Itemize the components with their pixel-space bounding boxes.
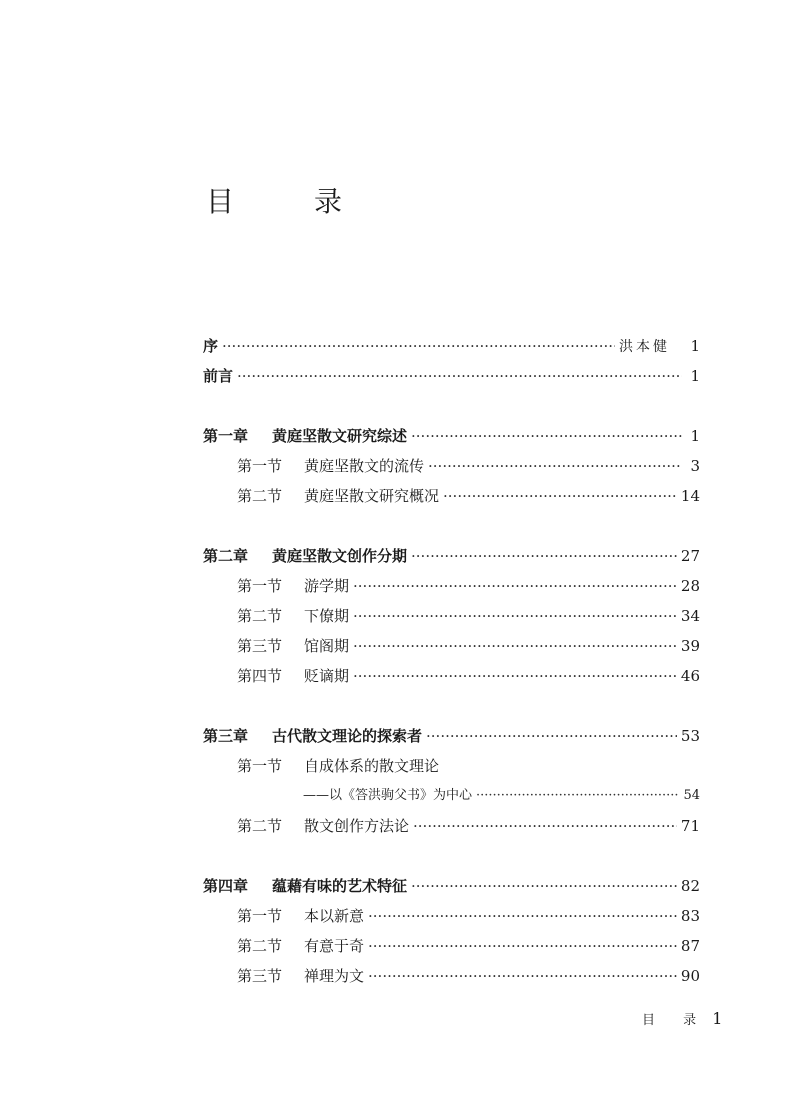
toc-entry-label: 黄庭坚散文的流传: [304, 457, 425, 475]
toc-entry-number: 第三章: [203, 727, 249, 745]
toc-page-number: 82: [680, 877, 700, 895]
toc-entry-number: 第一节: [237, 577, 283, 595]
dot-leader: [443, 481, 677, 511]
toc-entry-label: 黄庭坚散文研究综述: [272, 427, 408, 445]
toc-page-number: 3: [690, 457, 700, 475]
toc-page-number: 34: [680, 607, 700, 625]
toc-entry-label: 贬谪期: [304, 667, 350, 685]
toc-front-row[interactable]: [203, 331, 700, 361]
toc-entry-label: 馆阁期: [304, 637, 350, 655]
dot-leader: [476, 781, 679, 811]
toc-page-number: 87: [680, 937, 700, 955]
dot-leader: [222, 331, 615, 361]
toc-entry-title: [203, 421, 407, 451]
toc-entry-number: 第二节: [237, 937, 283, 955]
toc-entry-label: ——以《答洪驹父书》为中心: [303, 788, 473, 803]
toc-section-row[interactable]: [203, 481, 700, 511]
toc-entry-label: 前言: [203, 367, 234, 385]
toc-section-row[interactable]: [203, 451, 700, 481]
toc-page-number: 28: [680, 577, 700, 595]
toc-page-number: 53: [680, 727, 700, 745]
toc-section-row[interactable]: [203, 931, 700, 961]
toc-entry-title: [203, 871, 407, 901]
footer-title: 目 录: [642, 1013, 709, 1028]
toc-chapter-row[interactable]: [203, 871, 700, 901]
table-of-contents: [203, 331, 700, 991]
toc-entry-title: [237, 571, 349, 601]
dot-leader: [237, 361, 682, 391]
toc-section-row[interactable]: [203, 811, 700, 841]
footer-page-number: 1: [712, 1009, 723, 1028]
toc-entry-title: [237, 811, 409, 841]
toc-sub-row[interactable]: [203, 781, 700, 811]
dot-leader: [353, 601, 677, 631]
toc-entry-number: 第三节: [237, 637, 283, 655]
toc-entry-label: 黄庭坚散文研究概况: [304, 487, 440, 505]
toc-entry-title: [237, 601, 349, 631]
dot-leader: [428, 451, 682, 481]
toc-entry-number: 第一章: [203, 427, 249, 445]
toc-entry-number: 第二节: [237, 487, 283, 505]
toc-page-number: 1: [690, 427, 700, 445]
dot-leader: [411, 871, 677, 901]
toc-entry-label: 序: [203, 337, 219, 355]
toc-entry-title: [203, 361, 233, 391]
toc-page-number: 1: [690, 337, 700, 355]
toc-section-row[interactable]: [203, 661, 700, 691]
toc-entry-number: 第一节: [237, 907, 283, 925]
toc-entry-title: [237, 451, 424, 481]
toc-entry-title: [237, 901, 364, 931]
dot-leader: [368, 901, 677, 931]
toc-page-number: 39: [680, 637, 700, 655]
toc-entry-title: [237, 631, 349, 661]
toc-entry-title: [237, 481, 439, 511]
toc-entry-number: 第二节: [237, 817, 283, 835]
toc-entry-number: 第四节: [237, 667, 283, 685]
toc-entry-label: 自成体系的散文理论: [304, 757, 440, 775]
toc-section-row[interactable]: [203, 571, 700, 601]
toc-entry-label: 黄庭坚散文创作分期: [272, 547, 408, 565]
toc-page-number: 71: [680, 817, 700, 835]
dot-leader: [411, 421, 682, 451]
toc-spacer: [203, 391, 700, 421]
toc-entry-number: 第一节: [237, 457, 283, 475]
toc-entry-number: 第二章: [203, 547, 249, 565]
toc-entry-label: 游学期: [304, 577, 350, 595]
toc-spacer: [203, 691, 700, 721]
toc-front-row[interactable]: [203, 361, 700, 391]
toc-entry-label: 本以新意: [304, 907, 365, 925]
toc-chapter-row[interactable]: [203, 541, 700, 571]
toc-entry-title: [203, 721, 422, 751]
dot-leader: [411, 541, 677, 571]
dot-leader: [413, 811, 677, 841]
toc-entry-title: [203, 541, 407, 571]
dot-leader: [353, 571, 677, 601]
dot-leader: [353, 631, 677, 661]
toc-chapter-row[interactable]: [203, 721, 700, 751]
toc-page-number: 90: [680, 967, 700, 985]
toc-entry-number: 第二节: [237, 607, 283, 625]
toc-entry-label: 散文创作方法论: [304, 817, 410, 835]
page-footer: [642, 1009, 722, 1028]
toc-entry-number: 第三节: [237, 967, 283, 985]
toc-entry-label: 古代散文理论的探索者: [272, 727, 423, 745]
toc-page-number: 14: [680, 487, 700, 505]
toc-entry-author: 洪本健: [619, 339, 670, 355]
toc-section-row[interactable]: [203, 751, 700, 781]
toc-entry-title: [237, 661, 349, 691]
toc-page-number: 54: [683, 788, 700, 803]
page-title: 目 录: [206, 185, 369, 218]
toc-section-row[interactable]: [203, 901, 700, 931]
toc-entry-title: [237, 751, 439, 781]
dot-leader: [426, 721, 677, 751]
toc-spacer: [203, 511, 700, 541]
toc-entry-title: [237, 961, 364, 991]
toc-section-row[interactable]: [203, 961, 700, 991]
toc-entry-number: 第一节: [237, 757, 283, 775]
toc-entry-label: 蕴藉有味的艺术特征: [272, 877, 408, 895]
toc-page-number: 1: [690, 367, 700, 385]
toc-entry-number: 第四章: [203, 877, 249, 895]
toc-entry-title: [203, 331, 218, 361]
toc-entry-title: [237, 931, 364, 961]
toc-chapter-row[interactable]: [203, 421, 700, 451]
toc-page-number: 46: [680, 667, 700, 685]
toc-section-row[interactable]: [203, 601, 700, 631]
toc-entry-label: 有意于奇: [304, 937, 365, 955]
toc-entry-label: 禅理为文: [304, 967, 365, 985]
dot-leader: [368, 931, 677, 961]
toc-page-number: 27: [680, 547, 700, 565]
toc-section-row[interactable]: [203, 631, 700, 661]
toc-page-number: 83: [680, 907, 700, 925]
dot-leader: [368, 961, 677, 991]
toc-entry-label: 下僚期: [304, 607, 350, 625]
toc-entry-title: [303, 781, 472, 811]
toc-spacer: [203, 841, 700, 871]
dot-leader: [353, 661, 677, 691]
